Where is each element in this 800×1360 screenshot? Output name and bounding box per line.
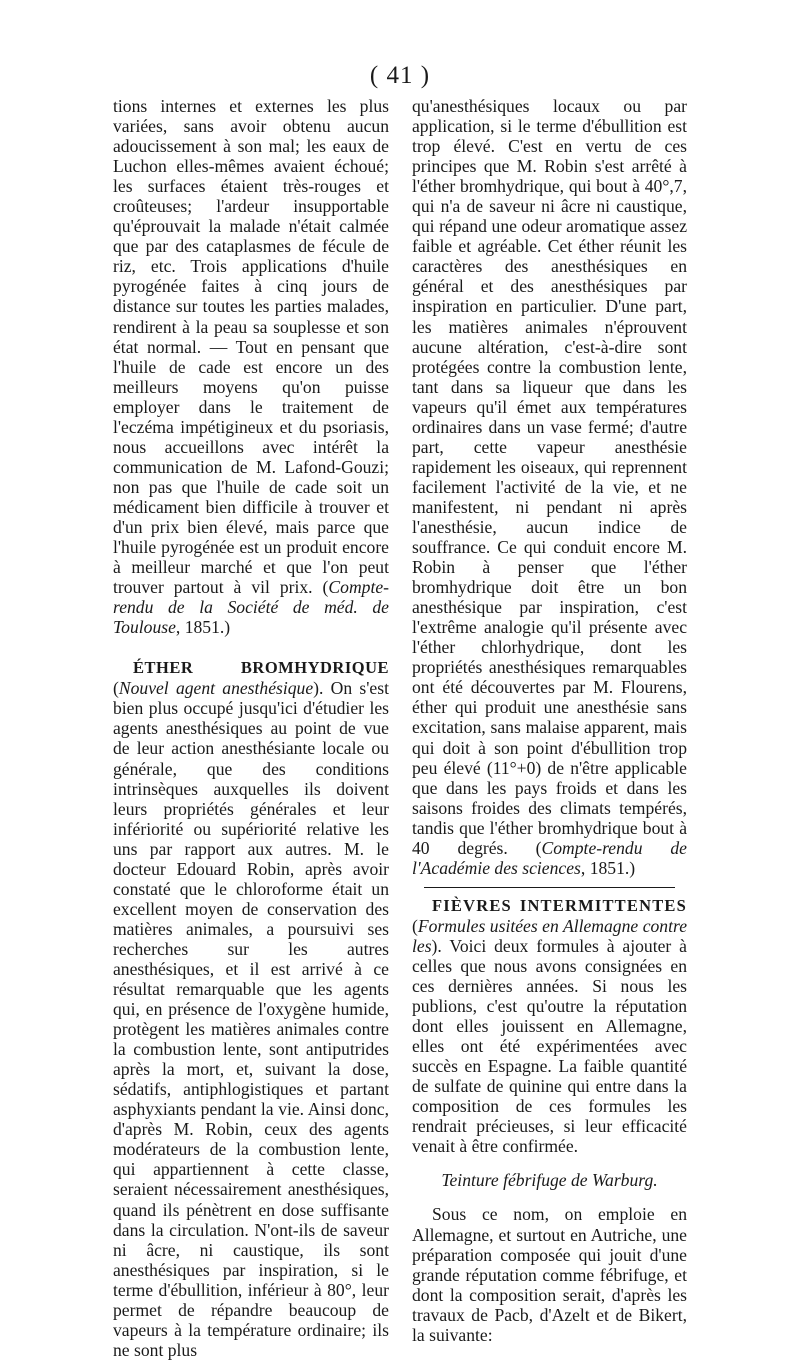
warburg-sub-heading: Teinture fébrifuge de Warburg.	[441, 1170, 658, 1191]
warburg-paragraph: Sous ce nom, on emploie en Allemagne, et surtout en Autriche, une préparation composée qui jouit d'une grande réputation comme fébrifuge, et dont la composition serait, d'après les travaux de Pacb, d'Azelt et de Bikert, la suivante:	[412, 1204, 687, 1345]
paragraph-gap	[113, 637, 389, 657]
ether-heading-open: (	[113, 678, 119, 699]
fievres-subtitle-close: ).	[431, 935, 442, 956]
left-continuation-source: Compte-rendu de la Société de méd. de Toulouse	[113, 577, 389, 638]
ether-article-heading: ÉTHER BROMHYDRIQUE	[133, 658, 389, 678]
ether-article-body: On s'est bien plus occupé jusqu'ici d'étudier les agents anesthésiques au point de vue de leur action anesthésiante locale ou générale, que des conditions intrinsèques auxquelles ils doivent leurs propriétés générales et leur infériorité ou supériorité relative les uns par rapport aux autres. M. le docteur Edouard Robin, après avoir constaté que le chloroforme était un excellent moyen de conservation des matières animales, a poursuivi ses recherches sur les autres anesthésiques, et il est arrivé à ce résultat remarquable que les agents qui, en présence de l'oxygène humide, protègent les matières animales contre la combustion lente, sont antiputrides après la mort, et, suivant la dose, sédatifs, antiphlogistiques et partant asphyxiants pendant la vie. Ainsi donc, d'après M. Robin, ceux des agents modérateurs de la combustion lente, qui appartiennent à cette classe, seraient nécessairement anesthésiques, quand ils pénètrent en dose suffisante dans la circulation. N'ont-ils de saveur ni âcre, ni caustique, ils sont anesthésiques par inspiration, si le terme d'ébullition, inférieur à 80°, leur permet de répandre beaucoup de vapeurs à la température ordinaire; ils ne sont plus	[113, 678, 389, 1360]
left-continuation-paragraph	[113, 96, 389, 637]
ether-subtitle-close: ).	[313, 678, 324, 699]
left-column	[113, 96, 389, 1360]
fievres-article-heading: FIÈVRES INTERMITTENTES	[432, 895, 687, 915]
ether-article-subtitle: Nouvel agent anesthésique	[118, 678, 314, 699]
right-continuation-paragraph	[412, 96, 687, 878]
fievres-article	[412, 895, 687, 1157]
left-continuation-text: tions internes et externes les plus variées, sans avoir obtenu aucun adoucissement à son mal; les eaux de Luchon elles-mêmes avaient échoué; les surfaces étaient très-rouges et croûteuses; l'ardeur insupportable qu'éprouvait la malade n'était calmée que par des cataplasmes de fécule de riz, etc. Trois applications d'huile pyrogénée faites à cinq jours de distance sur toutes les parties malades, rendirent à la peau sa souplesse et son état normal. — Tout en pensant que l'huile de cade est encore un des meilleurs moyens qu'on puisse employer dans le traitement de l'eczéma impétigineux et du psoriasis, nous accueillons avec intérêt la communication de M. Lafond-Gouzi; non pas que l'huile de cade soit un médicament bien difficile à trouver et d'un prix bien élevé, mais parce que l'huile pyrogénée est un produit encore à meilleur marché et que l'on peut trouver partout à vil prix. (	[113, 96, 389, 598]
paragraph-gap	[412, 1156, 687, 1170]
ether-article	[113, 657, 389, 1360]
section-divider	[424, 887, 675, 888]
fievres-article-body: Voici deux formules à ajouter à celles que nous avons consignées en ces dernières années. Si nous les publions, c'est qu'outre la réputation dont elles jouissent en Allemagne, elles ont été expérimentées avec succès en Espagne. La faible quantité de sulfate de quinine qui entre dans la composition de ces formules les rendrait précieuses, si leur efficacité venait à être confirmée.	[412, 935, 687, 1157]
right-column	[412, 96, 687, 1345]
left-continuation-end: , 1851.)	[175, 617, 231, 638]
paragraph-gap	[412, 1190, 687, 1204]
right-continuation-text: qu'anesthésiques locaux ou par application, si le terme d'ébullition est trop élevé. C'est en vertu de ces principes que M. Robin s'est arrêté à l'éther bromhydrique, qui bout à 40°,7, qui n'a de saveur ni âcre ni caustique, qui répand une odeur aromatique assez faible et agréable. Cet éther réunit les caractères des anesthésiques en général et des anesthésiques par inspiration en particulier. D'une part, les matières animales n'éprouvent aucune altération, c'est-à-dire sont protégées contre la combustion lente, tant dans sa liqueur que dans les vapeurs qu'il émet aux températures ordinaires dans un vase fermé; d'autre part, cette vapeur anesthésie rapidement les oiseaux, qui reprennent facilement l'activité de la vie, et ne manifestent, ni pendant ni après l'anesthésie, aucun indice de souffrance. Ce qui conduit encore M. Robin à penser que l'éther bromhydrique doit être un bon anesthésique par inspiration, c'est l'extrême analogie qu'il présente avec l'éther chlorhydrique, dont les propriétés anesthésiques remarquables ont été découvertes par M. Flourens, éther qui produit une anesthésie sans excitation, sans malaise apparent, mais qui doit à son point d'ébullition trop peu élevé (11°+0) de n'être applicable que dans les pays froids et dans les saisons froides des climats tempérés, tandis que l'éther bromhydrique bout à 40 degrés. (	[412, 96, 687, 858]
fievres-article-subtitle: Formules usitées en Allemagne contre les	[412, 915, 687, 956]
page-number: ( 41 )	[369, 62, 431, 89]
right-continuation-end: , 1851.)	[580, 857, 636, 878]
right-continuation-source: Compte-rendu de l'Académie des sciences	[412, 837, 687, 878]
fievres-heading-open: (	[412, 915, 418, 936]
